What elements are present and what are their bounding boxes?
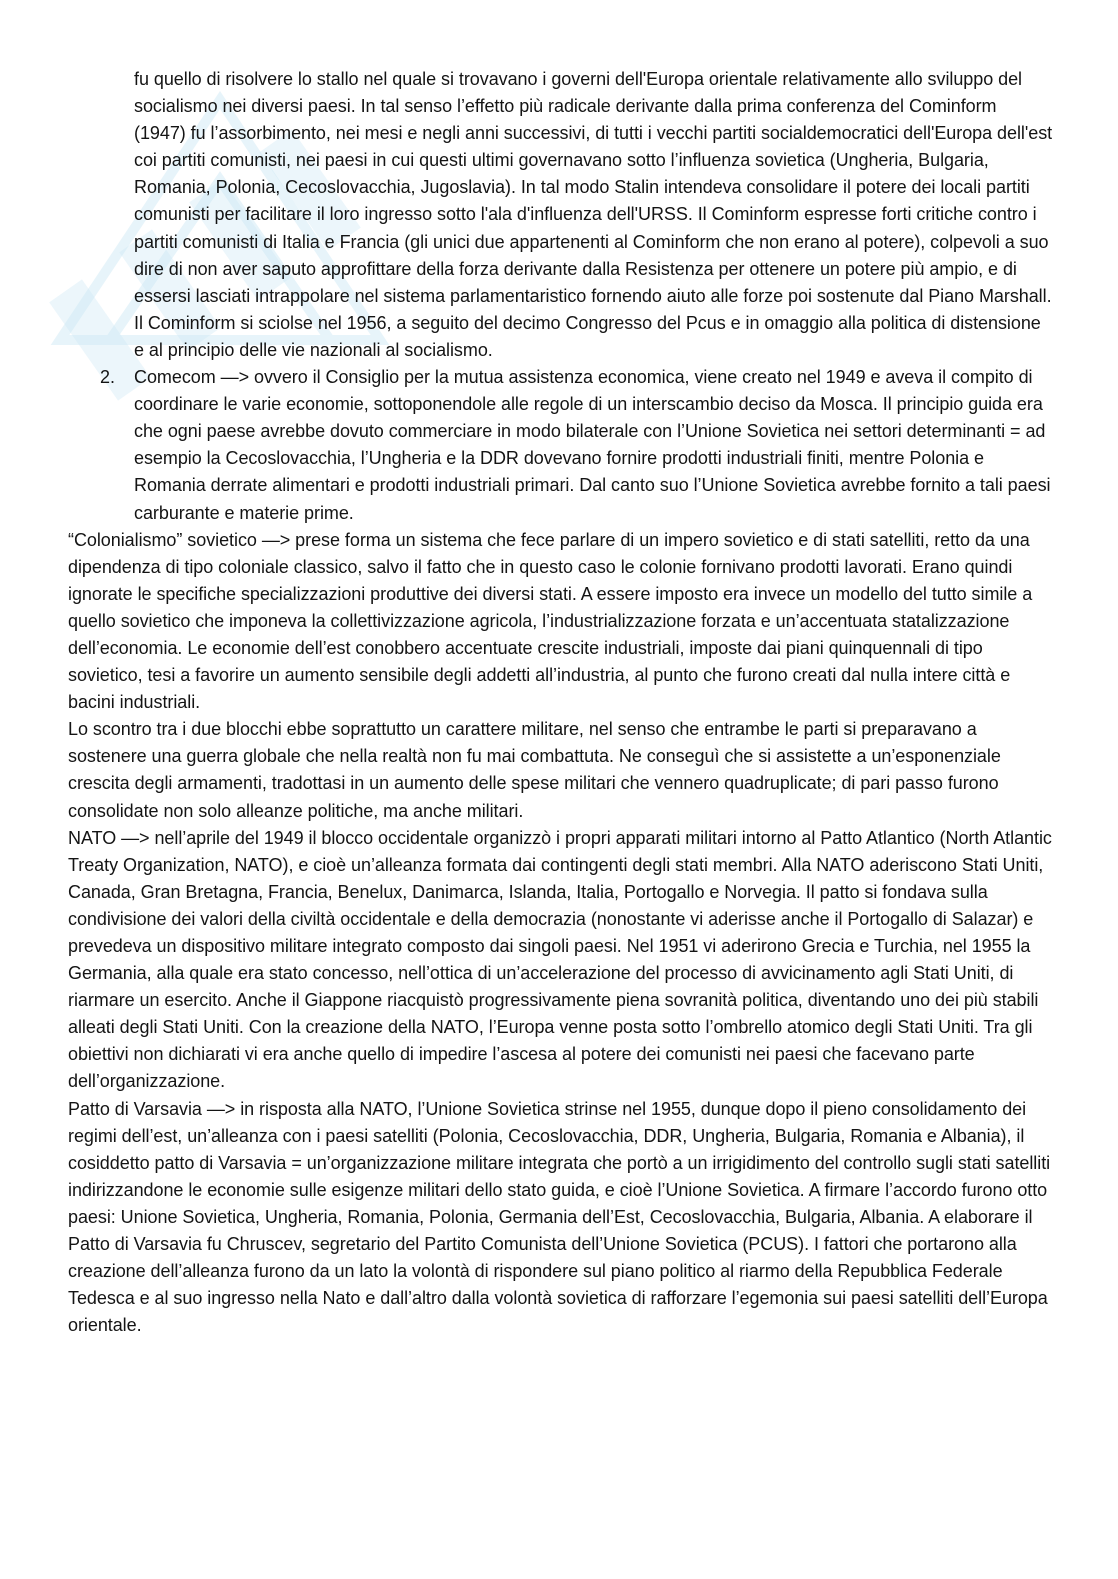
- paragraph-scontro-blocchi: Lo scontro tra i due blocchi ebbe soprattutto un carattere militare, nel senso che entrambe le parti si preparavano a sostenere una guerra globale che nella realtà non fu mai combattuta. Ne conseguì che si assistette a un’esponenziale crescita degli armamenti, tradottasi in un aumento delle spese militari che vennero quadruplicate; di pari passo furono consolidate non solo alleanze politiche, ma anche militari.: [68, 719, 1001, 821]
- paragraph-patto-varsavia: Patto di Varsavia —> in risposta alla NATO, l’Unione Sovietica strinse nel 1955, dunque dopo il pieno consolidamento dei regimi dell’est, un’alleanza con i paesi satelliti (Polonia, Cecoslovacchia, DDR, Ungheria, Bulgaria, Romania e Albania), il cosiddetto patto di Varsavia = un’organizzazione militare integrata che portò a un irrigidimento del controllo sugli stati satelliti indirizzandone le economie sulle esigenze militari dello stato guida, e cioè l’Unione Sovietica. A firmare l’accordo furono otto paesi: Unione Sovietica, Ungheria, Romania, Polonia, Germania dell’Est, Cecoslovacchia, Bulgaria, Albania. A elaborare il Patto di Varsavia fu Chruscev, segretario del Partito Comunista dell’Unione Sovietica (PCUS). I fattori che portarono alla creazione dell’alleanza furono da un lato la volontà di rispondere sul piano politico al riarmo della Repubblica Federale Tedesca e al suo ingresso nella Nato e dall’altro dalla volontà sovietica di rafforzare l’egemonia sui paesi satelliti dell’Europa orientale.: [68, 1098, 1051, 1336]
- list-item-comecom: [68, 364, 1053, 527]
- paragraph-colonialismo: “Colonialismo” sovietico —> prese forma un sistema che fece parlare di un impero sovietico e di stati satelliti, retto da una dipendenza di tipo coloniale classico, salvo il fatto che in questo caso le colonie fornivano prodotti lavorati. Erano quindi ignorate le specifiche specializzazioni produttive dei diversi stati. A essere imposto era invece un modello del tutto simile a quello sovietico che imponeva la collettivizzazione agricola, l’industrializzazione forzata e un’accentuata statalizzazione dell’economia. Le economie dell’est conobbero accentuate crescite industriali, imposte dai piani quinquennali di tipo sovietico, tesi a favorire un aumento sensibile degli addetti all’industria, al punto che furono creati dal nulla intere città e bacini industriali.: [68, 529, 1033, 713]
- document-body: [68, 66, 1053, 1339]
- paragraph-cominform: fu quello di risolvere lo stallo nel quale si trovavano i governi dell'Europa orientale relativamente allo sviluppo del socialismo nei diversi paesi. In tal senso l’effetto più radicale derivante dalla prima conferenza del Cominform (1947) fu l’assorbimento, nei mesi e negli anni successivi, di tutti i vecchi partiti socialdemocratici dell'Europa dell'est coi partiti comunisti, nei paesi in cui questi ultimi governavano sotto l’influenza sovietica (Ungheria, Bulgaria, Romania, Polonia, Cecoslovacchia, Jugoslavia). In tal modo Stalin intendeva consolidare il potere dei locali partiti comunisti per facilitare il loro ingresso sotto l'ala d'influenza dell'URSS. Il Cominform espresse forti critiche contro i partiti comunisti di Italia e Francia (gli unici due appartenenti al Cominform che non erano al potere), colpevoli a suo dire di non aver saputo approfittare della forza derivante dalla Resistenza per ottenere un potere più ampio, e di essersi lasciati intrappolare nel sistema parlamentaristico fornendo aiuto alle forze poi sostenute dal Piano Marshall. Il Cominform si sciolse nel 1956, a seguito del decimo Congresso del Pcus e in omaggio alla politica di distensione e al principio delle vie nazionali al socialismo.: [134, 69, 1053, 360]
- list-item-text: Comecom —> ovvero il Consiglio per la mutua assistenza economica, viene creato nel 1949 e aveva il compito di coordinare le varie economie, sottoponendole alle regole di un interscambio deciso da Mosca. Il principio guida era che ogni paese avrebbe dovuto commerciare in modo bilaterale con l’Unione Sovietica nei settori determinanti = ad esempio la Cecoslovacchia, l’Ungheria e la DDR dovevano fornire prodotti industriali finiti, mentre Polonia e Romania derrate alimentari e prodotti industriali primari. Dal canto suo l’Unione Sovietica avrebbe fornito a tali paesi carburante e materie prime.: [134, 367, 1051, 523]
- list-number: 2.: [100, 367, 115, 388]
- paragraph-nato: NATO —> nell’aprile del 1949 il blocco occidentale organizzò i propri apparati militari intorno al Patto Atlantico (North Atlantic Treaty Organization, NATO), e cioè un’alleanza formata dai contingenti degli stati membri. Alla NATO aderiscono Stati Uniti, Canada, Gran Bretagna, Francia, Benelux, Danimarca, Islanda, Italia, Portogallo e Norvegia. Il patto si fondava sulla condivisione dei valori della civiltà occidentale e della democrazia (nonostante vi aderisse anche il Portogallo di Salazar) e prevedeva un dispositivo militare integrato composto dai singoli paesi. Nel 1951 vi aderirono Grecia e Turchia, nel 1955 la Germania, alla quale era stato concesso, nell’ottica di un’accelerazione del processo di avvicinamento agli Stati Uniti, di riarmare un esercito. Anche il Giappone riacquistò progressivamente piena sovranità politica, diventando uno dei più stabili alleati degli Stati Uniti. Con la creazione della NATO, l’Europa venne posta sotto l’ombrello atomico degli Stati Uniti. Tra gli obiettivi non dichiarati vi era anche quello di impedire l’ascesa al potere dei comunisti nei paesi che facevano parte dell’organizzazione.: [68, 827, 1052, 1092]
